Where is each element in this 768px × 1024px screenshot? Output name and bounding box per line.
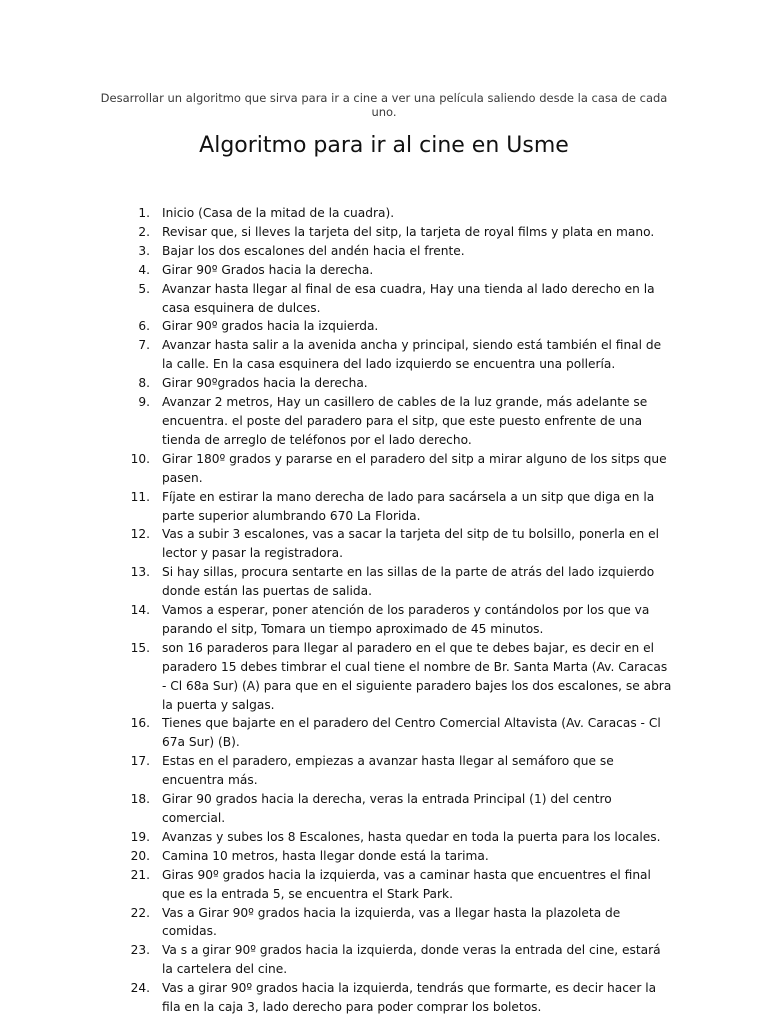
step-number: 17. xyxy=(130,754,150,769)
step-number: 1. xyxy=(138,206,150,220)
list-item xyxy=(113,223,673,242)
list-item xyxy=(113,847,673,866)
step-number: 13. xyxy=(130,565,150,580)
step-number: 11. xyxy=(130,489,150,504)
step-number: 14. xyxy=(130,603,150,618)
step-number: 9. xyxy=(138,395,150,410)
list-item xyxy=(113,941,673,979)
step-text: Vas a subir 3 escalones, vas a sacar la tarjeta del sitp de tu bolsillo, ponerla en el lector y pasar la registradora. xyxy=(162,527,659,561)
step-text: Girar 90º Grados hacia la derecha. xyxy=(162,262,374,277)
step-number: 2. xyxy=(138,224,150,239)
list-item xyxy=(113,317,673,336)
step-text: Tienes que bajarte en el paradero del Centro Comercial Altavista (Av. Caracas - Cl 67a Sur) (B). xyxy=(162,716,661,750)
step-number: 18. xyxy=(130,792,150,807)
page-title: Algoritmo para ir al cine en Usme xyxy=(199,133,569,158)
step-number: 20. xyxy=(130,848,150,863)
step-text: Inicio (Casa de la mitad de la cuadra). xyxy=(162,206,395,220)
step-number: 7. xyxy=(138,338,150,353)
step-number: 8. xyxy=(138,376,150,391)
list-item xyxy=(113,280,673,318)
list-item xyxy=(113,450,673,488)
step-number: 24. xyxy=(130,981,150,996)
step-text: Si hay sillas, procura sentarte en las sillas de la parte de atrás del lado izquierdo donde están las puertas de salida. xyxy=(162,565,655,599)
list-item xyxy=(113,866,673,904)
step-number: 15. xyxy=(130,640,150,655)
step-text: Vas a Girar 90º grados hacia la izquierda, vas a llegar hasta la plazoleta de comidas. xyxy=(162,905,621,939)
step-number: 19. xyxy=(130,829,150,844)
step-number: 10. xyxy=(130,451,150,466)
step-text: Girar 90ºgrados hacia la derecha. xyxy=(162,376,368,391)
list-item xyxy=(113,828,673,847)
list-item xyxy=(113,639,673,715)
list-item xyxy=(113,204,673,223)
step-number: 5. xyxy=(138,281,150,296)
list-item xyxy=(113,601,673,639)
step-text: Va s a girar 90º grados hacia la izquierda, donde veras la entrada del cine, estará la cartelera del cine. xyxy=(162,943,661,977)
list-item xyxy=(113,563,673,601)
step-text: Revisar que, si lleves la tarjeta del sitp, la tarjeta de royal films y plata en mano. xyxy=(162,224,655,239)
step-text: Giras 90º grados hacia la izquierda, vas a caminar hasta que encuentres el final que es la entrada 5, se encuentra el Stark Park. xyxy=(162,867,651,901)
step-text: son 16 paraderos para llegar al paradero en el que te debes bajar, es decir en el paradero 15 debes timbrar el cual tiene el nombre de Br. Santa Marta (Av. Caracas - Cl 68a Sur) (A) para que en el siguiente paradero bajes los dos escalones, se abra la puerta y salgas. xyxy=(162,640,672,712)
list-item xyxy=(113,242,673,261)
list-item xyxy=(113,336,673,374)
list-item xyxy=(113,904,673,942)
list-item xyxy=(113,261,673,280)
step-number: 6. xyxy=(138,319,150,334)
list-item xyxy=(113,393,673,450)
list-item xyxy=(113,979,673,1017)
step-text: Fíjate en estirar la mano derecha de lado para sacársela a un sitp que diga en la parte superior alumbrando 670 La Florida. xyxy=(162,489,655,523)
step-number: 21. xyxy=(130,867,150,882)
step-text: Girar 90 grados hacia la derecha, veras la entrada Principal (1) del centro comercial. xyxy=(162,792,612,825)
step-text: Avanzar 2 metros, Hay un casillero de cables de la luz grande, más adelante se encuentra. el poste del paradero para el sitp, que este puesto enfrente de una tienda de arreglo de teléfonos por el lado derecho. xyxy=(162,395,648,447)
step-number: 4. xyxy=(138,262,150,277)
list-item xyxy=(113,790,673,828)
step-number: 23. xyxy=(130,943,150,958)
step-text: Avanzar hasta llegar al final de esa cuadra, Hay una tienda al lado derecho en la casa esquinera de dulces. xyxy=(162,281,655,315)
step-text: Bajar los dos escalones del andén hacia el frente. xyxy=(162,243,465,258)
list-item xyxy=(113,374,673,393)
list-item xyxy=(113,488,673,526)
list-item xyxy=(113,525,673,563)
step-number: 16. xyxy=(130,716,150,731)
step-text: Avanzar hasta salir a la avenida ancha y principal, siendo está también el final de la calle. En la casa esquinera del lado izquierdo se encuentra una pollería. xyxy=(162,338,662,372)
list-item xyxy=(113,752,673,790)
step-text: Vamos a esperar, poner atención de los paraderos y contándolos por los que va parando el sitp, Tomara un tiempo aproximado de 45 minutos. xyxy=(162,603,650,636)
step-number: 22. xyxy=(130,905,150,920)
list-item xyxy=(113,714,673,752)
step-number: 3. xyxy=(138,243,150,258)
step-text: Camina 10 metros, hasta llegar donde está la tarima. xyxy=(162,848,489,863)
step-text: Avanzas y subes los 8 Escalones, hasta quedar en toda la puerta para los locales. xyxy=(162,829,661,844)
assignment-prompt: Desarrollar un algoritmo que sirva para ir a cine a ver una película saliendo desde la casa de cada uno. xyxy=(100,91,668,119)
step-number: 12. xyxy=(130,527,150,542)
step-text: Vas a girar 90º grados hacia la izquierda, tendrás que formarte, es decir hacer la fila en la caja 3, lado derecho para poder comprar los boletos. xyxy=(162,981,657,1015)
step-text: Girar 90º grados hacia la izquierda. xyxy=(162,319,379,334)
step-text: Girar 180º grados y pararse en el paradero del sitp a mirar alguno de los sitps que pasen. xyxy=(162,451,667,485)
step-text: Estas en el paradero, empiezas a avanzar hasta llegar al semáforo que se encuentra más. xyxy=(162,754,614,788)
algorithm-steps-list xyxy=(113,204,673,1017)
